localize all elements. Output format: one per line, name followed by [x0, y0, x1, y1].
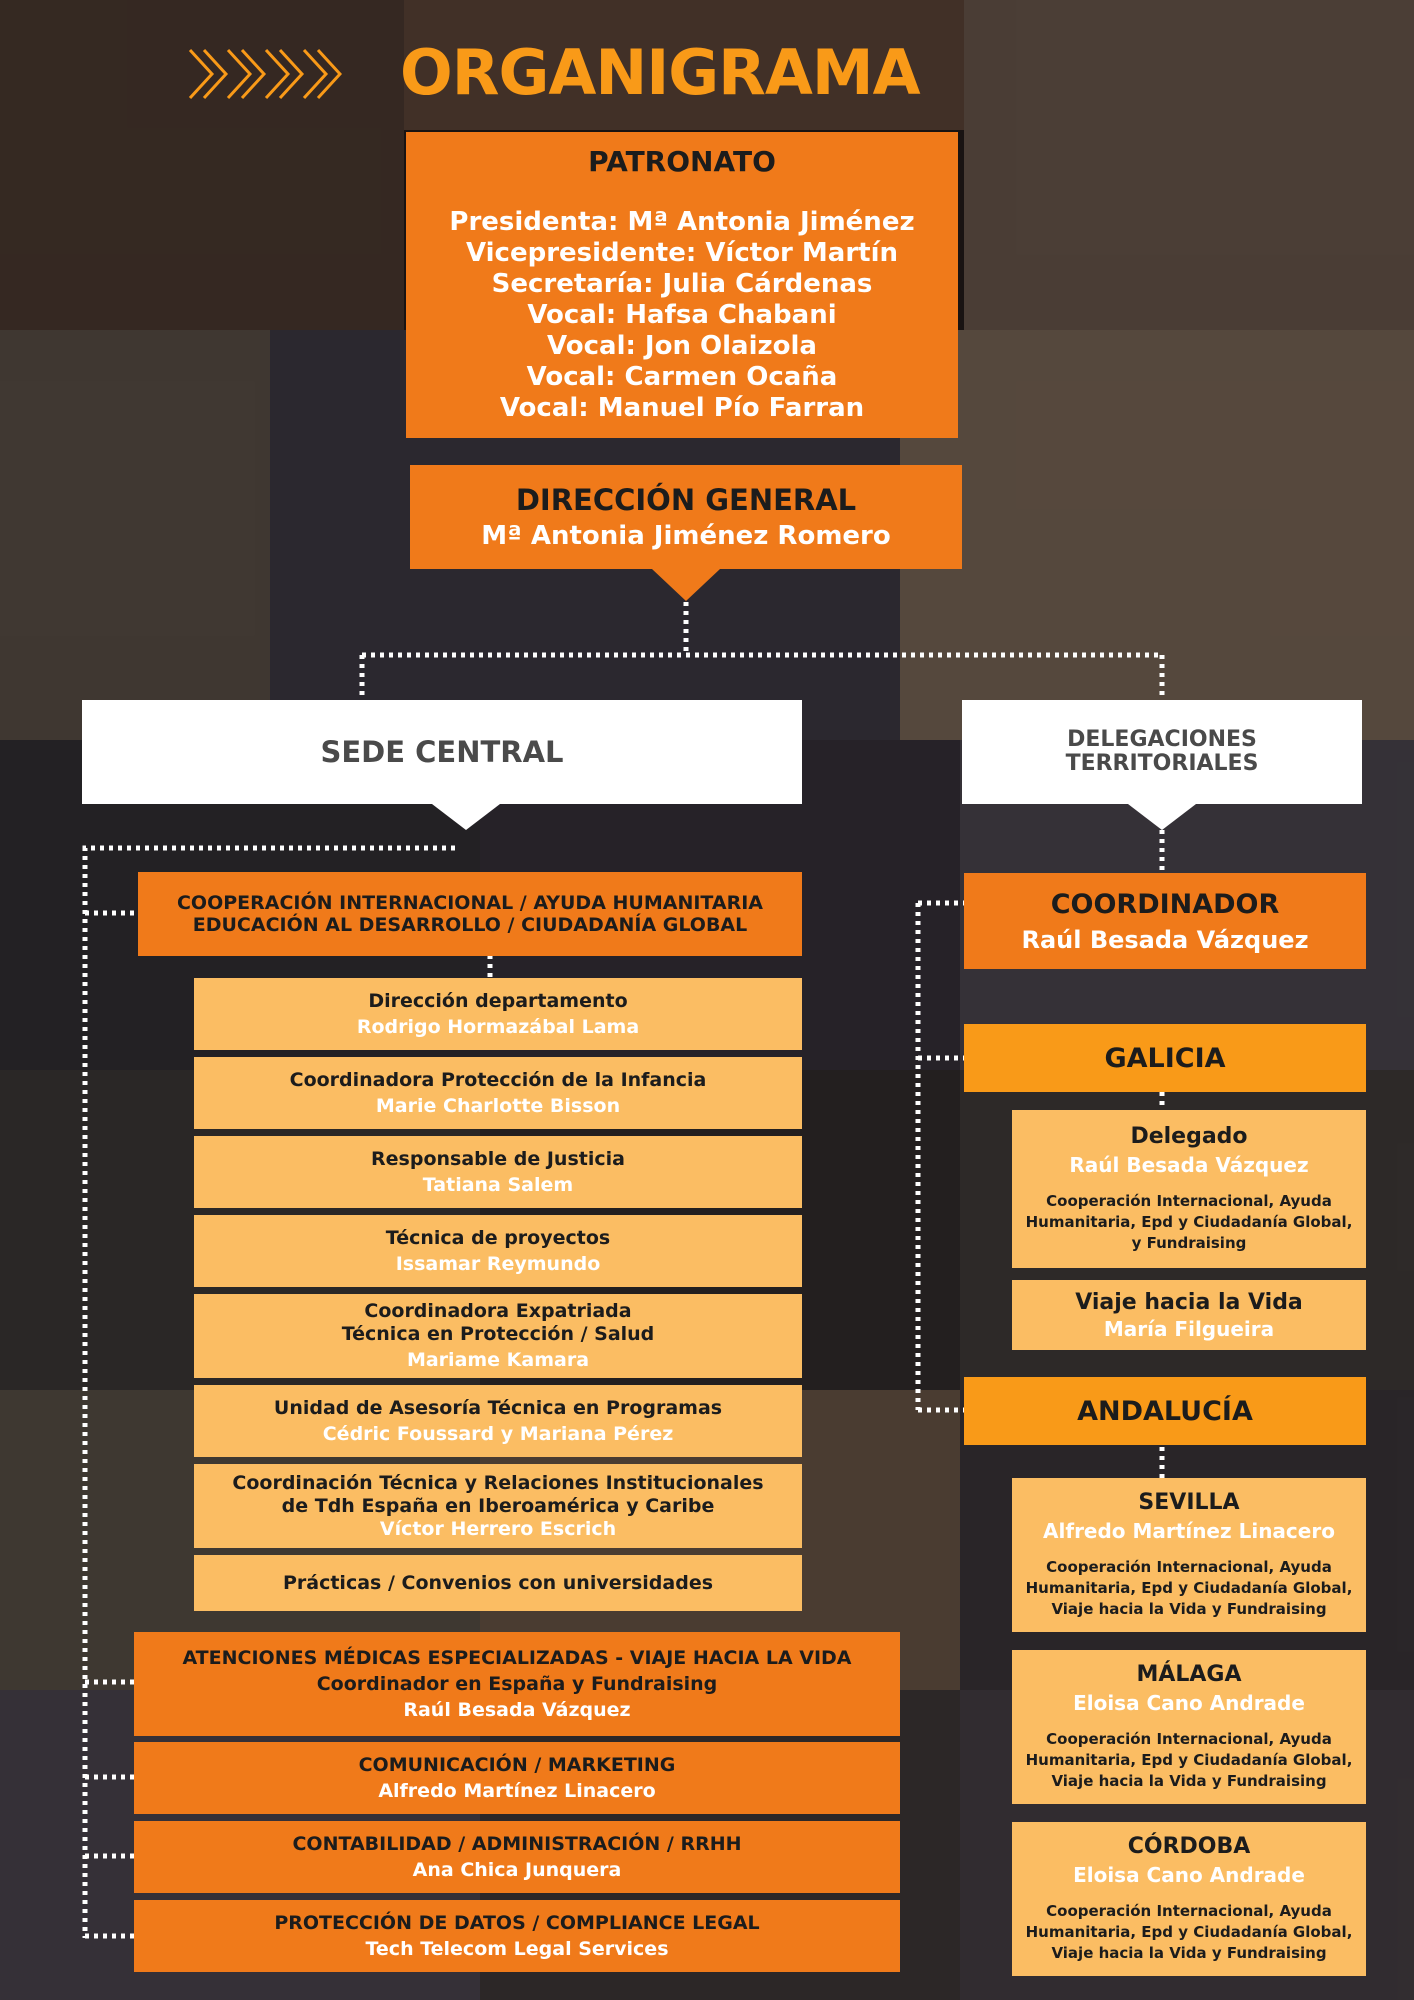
- delegado-title: Delegado: [1130, 1124, 1248, 1149]
- sede-pointer: [432, 804, 500, 830]
- coordinador-name: Raúl Besada Vázquez: [1021, 925, 1309, 954]
- dept-title: PROTECCIÓN DE DATOS / COMPLIANCE LEGAL: [274, 1912, 760, 1934]
- dept-name: Alfredo Martínez Linacero: [378, 1780, 656, 1802]
- role-name: Rodrigo Hormazábal Lama: [356, 1016, 640, 1038]
- galicia-box: [964, 1024, 1366, 1092]
- delegaciones-heading-line2: TERRITORIALES: [1065, 751, 1259, 776]
- city-title: SEVILLA: [1138, 1490, 1240, 1515]
- role-name: Tatiana Salem: [422, 1174, 574, 1196]
- role-title: Técnica de proyectos: [385, 1227, 611, 1249]
- connector-direccion-split: [362, 602, 1162, 700]
- role-title: Unidad de Asesoría Técnica en Programas: [273, 1397, 723, 1419]
- city-name: Eloisa Cano Andrade: [1073, 1863, 1305, 1887]
- role-title-2: Técnica en Protección / Salud: [341, 1323, 655, 1345]
- role-title: Prácticas / Convenios con universidades: [282, 1572, 714, 1594]
- double-chevrons-right-icon: [186, 46, 342, 102]
- connector-sede-branches: [85, 913, 138, 1936]
- viaje-name: María Filgueira: [1103, 1316, 1275, 1341]
- city-card-malaga: [1012, 1650, 1366, 1804]
- patronato-member: Secretaría: Julia Cárdenas: [491, 269, 873, 299]
- dept-title: COMUNICACIÓN / MARKETING: [358, 1754, 676, 1776]
- patronato-member: Vicepresidente: Víctor Martín: [465, 238, 899, 268]
- galicia-viaje-card: [1012, 1280, 1366, 1350]
- role-card-direccion-departamento: [194, 978, 802, 1050]
- patronato-member: Presidenta: Mª Antonia Jiménez: [449, 207, 915, 237]
- role-card-practicas: [194, 1555, 802, 1611]
- dept-title: ATENCIONES MÉDICAS ESPECIALIZADAS - VIAJE HACIA LA VIDA: [182, 1647, 852, 1669]
- delegado-desc: Humanitaria, Epd y Ciudadanía Global,: [1025, 1213, 1353, 1231]
- city-card-cordoba: [1012, 1822, 1366, 1976]
- andalucia-box: [964, 1377, 1366, 1445]
- delegado-desc: y Fundraising: [1131, 1234, 1247, 1252]
- role-name: Mariame Kamara: [406, 1349, 590, 1371]
- dept-name: Raúl Besada Vázquez: [403, 1699, 631, 1721]
- city-desc: Cooperación Internacional, Ayuda: [1046, 1558, 1332, 1576]
- role-title: Dirección departamento: [368, 990, 628, 1012]
- coordinador-box: [964, 873, 1366, 969]
- delegaciones-pointer: [1128, 804, 1196, 830]
- page-title: ORGANIGRAMA: [400, 36, 920, 109]
- direccion-name: Mª Antonia Jiménez Romero: [481, 521, 891, 551]
- sede-heading: SEDE CENTRAL: [320, 735, 564, 769]
- patronato-member: Vocal: Manuel Pío Farran: [499, 393, 865, 423]
- city-name: Eloisa Cano Andrade: [1073, 1691, 1305, 1715]
- role-title-2: de Tdh España en Iberoamérica y Caribe: [281, 1494, 715, 1517]
- role-name: Víctor Herrero Escrich: [379, 1517, 617, 1540]
- city-desc: Viaje hacia la Vida y Fundraising: [1051, 1772, 1327, 1790]
- direccion-pointer: [652, 569, 720, 601]
- city-desc: Humanitaria, Epd y Ciudadanía Global,: [1025, 1579, 1353, 1597]
- delegado-desc: Cooperación Internacional, Ayuda: [1046, 1192, 1332, 1210]
- dept-contabilidad: [134, 1821, 900, 1893]
- city-desc: Viaje hacia la Vida y Fundraising: [1051, 1944, 1327, 1962]
- delegado-name: Raúl Besada Vázquez: [1069, 1153, 1309, 1177]
- connector-regions: [918, 903, 964, 1410]
- city-desc: Cooperación Internacional, Ayuda: [1046, 1902, 1332, 1920]
- role-card-coordinadora-expatriada: [194, 1294, 802, 1378]
- dept-atenciones-medicas: [134, 1632, 900, 1736]
- direccion-heading: DIRECCIÓN GENERAL: [515, 483, 857, 517]
- dept-name: Tech Telecom Legal Services: [365, 1938, 669, 1960]
- role-card-asesoria-tecnica: [194, 1385, 802, 1457]
- role-title: Coordinación Técnica y Relaciones Institucionales: [232, 1471, 764, 1494]
- role-card-tecnica-proyectos: [194, 1215, 802, 1287]
- patronato-member: Vocal: Carmen Ocaña: [526, 362, 838, 392]
- galicia-delegado-card: [1012, 1110, 1366, 1268]
- role-title: Coordinadora Protección de la Infancia: [289, 1069, 707, 1091]
- patronato-member: Vocal: Hafsa Chabani: [527, 300, 837, 330]
- andalucia-heading: ANDALUCÍA: [1077, 1395, 1253, 1427]
- direccion-general-box: [410, 465, 962, 569]
- dept-title-2: Coordinador en España y Fundraising: [316, 1673, 718, 1695]
- city-title: MÁLAGA: [1136, 1662, 1242, 1687]
- patronato-box: [406, 132, 958, 438]
- dept-comunicacion: [134, 1742, 900, 1814]
- role-card-justicia: [194, 1136, 802, 1208]
- patronato-heading: PATRONATO: [588, 145, 776, 178]
- city-desc: Humanitaria, Epd y Ciudadanía Global,: [1025, 1751, 1353, 1769]
- city-title: CÓRDOBA: [1127, 1834, 1251, 1859]
- sede-central-header: [82, 700, 802, 804]
- cooperacion-line2: EDUCACIÓN AL DESARROLLO / CIUDADANÍA GLOBAL: [192, 914, 748, 936]
- city-name: Alfredo Martínez Linacero: [1043, 1519, 1335, 1543]
- role-name: Issamar Reymundo: [395, 1253, 601, 1275]
- city-desc: Cooperación Internacional, Ayuda: [1046, 1730, 1332, 1748]
- city-card-sevilla: [1012, 1478, 1366, 1632]
- dept-proteccion-datos: [134, 1900, 900, 1972]
- cooperacion-box: [138, 872, 802, 956]
- galicia-heading: GALICIA: [1104, 1042, 1226, 1074]
- patronato-member: Vocal: Jon Olaizola: [547, 331, 817, 361]
- city-desc: Humanitaria, Epd y Ciudadanía Global,: [1025, 1923, 1353, 1941]
- delegaciones-heading-line1: DELEGACIONES: [1067, 727, 1257, 752]
- viaje-title: Viaje hacia la Vida: [1075, 1289, 1303, 1315]
- delegaciones-header: [962, 700, 1362, 804]
- role-card-coordinacion-tecnica: [194, 1464, 802, 1548]
- role-title: Responsable de Justicia: [371, 1148, 625, 1170]
- role-name: Marie Charlotte Bisson: [375, 1095, 621, 1117]
- dept-name: Ana Chica Junquera: [412, 1859, 622, 1881]
- role-title: Coordinadora Expatriada: [364, 1300, 632, 1322]
- role-name: Cédric Foussard y Mariana Pérez: [322, 1423, 674, 1445]
- cooperacion-line1: COOPERACIÓN INTERNACIONAL / AYUDA HUMANITARIA: [176, 892, 764, 914]
- dept-title: CONTABILIDAD / ADMINISTRACIÓN / RRHH: [292, 1833, 742, 1855]
- coordinador-heading: COORDINADOR: [1050, 888, 1280, 920]
- role-card-proteccion-infancia: [194, 1057, 802, 1129]
- city-desc: Viaje hacia la Vida y Fundraising: [1051, 1600, 1327, 1618]
